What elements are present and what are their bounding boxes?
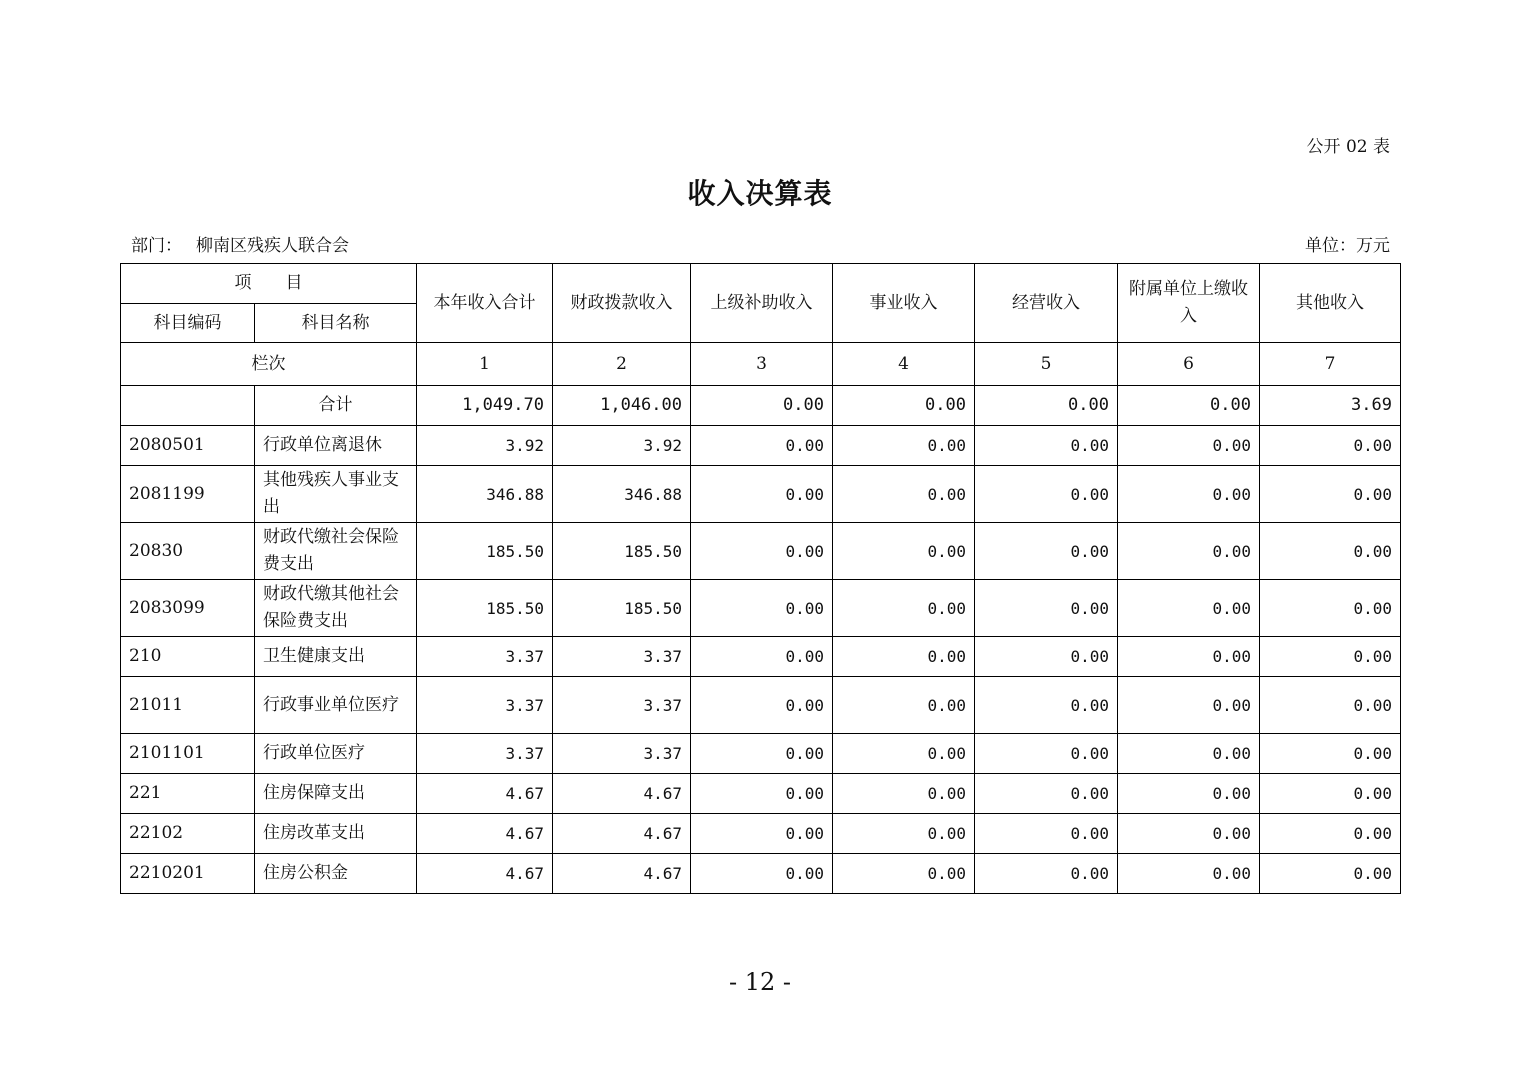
amount-cell: 4.67 <box>417 854 553 894</box>
total-value: 1,046.00 <box>553 386 691 426</box>
amount-cell: 4.67 <box>553 814 691 854</box>
table-row <box>121 677 1401 734</box>
table-row <box>121 814 1401 854</box>
column-index-number: 3 <box>691 343 833 386</box>
amount-cell: 0.00 <box>691 637 833 677</box>
amount-cell: 3.37 <box>553 637 691 677</box>
subject-code-cell: 2080501 <box>121 426 255 466</box>
subject-code-cell: 20830 <box>121 523 255 580</box>
amount-cell: 185.50 <box>417 523 553 580</box>
amount-cell: 0.00 <box>833 814 975 854</box>
amount-cell: 0.00 <box>691 774 833 814</box>
amount-cell: 4.67 <box>553 774 691 814</box>
amount-cell: 0.00 <box>975 854 1118 894</box>
amount-cell: 0.00 <box>1118 677 1260 734</box>
subject-name-cell: 住房公积金 <box>255 854 417 894</box>
total-value: 0.00 <box>1118 386 1260 426</box>
amount-cell: 0.00 <box>1260 466 1401 523</box>
column-index-label: 栏次 <box>121 343 417 386</box>
subject-name-cell: 行政单位离退休 <box>255 426 417 466</box>
amount-cell: 0.00 <box>975 774 1118 814</box>
subject-name-cell: 住房保障支出 <box>255 774 417 814</box>
table-row <box>121 774 1401 814</box>
amount-cell: 4.67 <box>417 814 553 854</box>
amount-cell: 0.00 <box>691 677 833 734</box>
department-name: 柳南区残疾人联合会 <box>196 236 349 256</box>
column-index-number: 6 <box>1118 343 1260 386</box>
form-code: 公开 02 表 <box>1306 137 1390 157</box>
table-row <box>121 854 1401 894</box>
amount-cell: 0.00 <box>1118 523 1260 580</box>
total-value: 0.00 <box>975 386 1118 426</box>
table-row <box>121 523 1401 580</box>
total-value: 0.00 <box>833 386 975 426</box>
amount-cell: 0.00 <box>833 677 975 734</box>
amount-cell: 0.00 <box>975 814 1118 854</box>
total-value: 1,049.70 <box>417 386 553 426</box>
total-row <box>121 386 1401 426</box>
item-header: 项 目 <box>121 264 417 304</box>
table-row <box>121 426 1401 466</box>
column-index-number: 4 <box>833 343 975 386</box>
income-final-account-table <box>120 263 1401 894</box>
table-row <box>121 466 1401 523</box>
amount-cell: 0.00 <box>1260 854 1401 894</box>
subject-code-cell: 22102 <box>121 814 255 854</box>
amount-cell: 0.00 <box>1260 677 1401 734</box>
amount-cell: 0.00 <box>1118 466 1260 523</box>
col-header-operating-income: 经营收入 <box>975 264 1118 343</box>
amount-cell: 0.00 <box>691 523 833 580</box>
amount-cell: 0.00 <box>975 426 1118 466</box>
column-index-number: 5 <box>975 343 1118 386</box>
column-index-number: 7 <box>1260 343 1401 386</box>
amount-cell: 3.37 <box>553 734 691 774</box>
table-row <box>121 734 1401 774</box>
subject-code-cell: 210 <box>121 637 255 677</box>
subject-code-cell: 2210201 <box>121 854 255 894</box>
amount-cell: 0.00 <box>691 426 833 466</box>
subject-code-header: 科目编码 <box>121 304 255 343</box>
amount-cell: 0.00 <box>1118 734 1260 774</box>
page-title: 收入决算表 <box>687 177 833 210</box>
department-line <box>131 231 349 256</box>
total-code-cell <box>121 386 255 426</box>
col-header-superior-subsidy: 上级补助收入 <box>691 264 833 343</box>
col-header-fiscal-appropriation: 财政拨款收入 <box>553 264 691 343</box>
total-value: 0.00 <box>691 386 833 426</box>
amount-cell: 0.00 <box>1118 637 1260 677</box>
department-label: 部门： <box>131 236 182 256</box>
col-header-affiliated-unit-income: 附属单位上缴收入 <box>1118 264 1260 343</box>
page-number: - 12 - <box>728 968 791 996</box>
amount-cell: 0.00 <box>975 637 1118 677</box>
unit-label: 单位：万元 <box>1305 236 1390 256</box>
amount-cell: 4.67 <box>553 854 691 894</box>
subject-name-cell: 财政代缴社会保险费支出 <box>255 523 417 580</box>
subject-code-cell: 2083099 <box>121 580 255 637</box>
column-index-number: 2 <box>553 343 691 386</box>
subject-name-cell: 其他残疾人事业支出 <box>255 466 417 523</box>
amount-cell: 185.50 <box>417 580 553 637</box>
subject-name-cell: 住房改革支出 <box>255 814 417 854</box>
amount-cell: 3.92 <box>553 426 691 466</box>
column-index-number: 1 <box>417 343 553 386</box>
amount-cell: 3.37 <box>417 637 553 677</box>
amount-cell: 0.00 <box>1260 523 1401 580</box>
subject-code-cell: 2081199 <box>121 466 255 523</box>
amount-cell: 346.88 <box>553 466 691 523</box>
amount-cell: 0.00 <box>1260 580 1401 637</box>
subject-name-cell: 卫生健康支出 <box>255 637 417 677</box>
amount-cell: 0.00 <box>1260 774 1401 814</box>
amount-cell: 0.00 <box>975 523 1118 580</box>
subject-name-header: 科目名称 <box>255 304 417 343</box>
amount-cell: 3.92 <box>417 426 553 466</box>
amount-cell: 0.00 <box>975 734 1118 774</box>
amount-cell: 0.00 <box>691 814 833 854</box>
amount-cell: 0.00 <box>1118 426 1260 466</box>
total-value: 3.69 <box>1260 386 1401 426</box>
amount-cell: 0.00 <box>975 677 1118 734</box>
amount-cell: 3.37 <box>417 677 553 734</box>
column-index-row <box>121 343 1401 386</box>
amount-cell: 0.00 <box>975 580 1118 637</box>
amount-cell: 0.00 <box>1118 580 1260 637</box>
amount-cell: 3.37 <box>417 734 553 774</box>
amount-cell: 185.50 <box>553 523 691 580</box>
amount-cell: 0.00 <box>833 637 975 677</box>
amount-cell: 0.00 <box>1118 814 1260 854</box>
subject-name-cell: 行政单位医疗 <box>255 734 417 774</box>
amount-cell: 0.00 <box>833 774 975 814</box>
amount-cell: 3.37 <box>553 677 691 734</box>
amount-cell: 185.50 <box>553 580 691 637</box>
amount-cell: 346.88 <box>417 466 553 523</box>
col-header-other-income: 其他收入 <box>1260 264 1401 343</box>
subject-name-cell: 财政代缴其他社会保险费支出 <box>255 580 417 637</box>
amount-cell: 0.00 <box>1260 426 1401 466</box>
amount-cell: 0.00 <box>1118 854 1260 894</box>
col-header-business-income: 事业收入 <box>833 264 975 343</box>
amount-cell: 0.00 <box>833 426 975 466</box>
amount-cell: 0.00 <box>833 580 975 637</box>
amount-cell: 0.00 <box>691 466 833 523</box>
amount-cell: 0.00 <box>1260 734 1401 774</box>
amount-cell: 0.00 <box>691 854 833 894</box>
amount-cell: 0.00 <box>691 580 833 637</box>
amount-cell: 0.00 <box>1118 774 1260 814</box>
amount-cell: 0.00 <box>975 466 1118 523</box>
subject-code-cell: 21011 <box>121 677 255 734</box>
col-header-total-income: 本年收入合计 <box>417 264 553 343</box>
amount-cell: 0.00 <box>833 854 975 894</box>
amount-cell: 4.67 <box>417 774 553 814</box>
amount-cell: 0.00 <box>691 734 833 774</box>
subject-name-cell: 行政事业单位医疗 <box>255 677 417 734</box>
total-label: 合计 <box>255 386 417 426</box>
amount-cell: 0.00 <box>1260 637 1401 677</box>
amount-cell: 0.00 <box>833 523 975 580</box>
table-row <box>121 580 1401 637</box>
table-row <box>121 637 1401 677</box>
amount-cell: 0.00 <box>833 466 975 523</box>
amount-cell: 0.00 <box>1260 814 1401 854</box>
subject-code-cell: 221 <box>121 774 255 814</box>
amount-cell: 0.00 <box>833 734 975 774</box>
subject-code-cell: 2101101 <box>121 734 255 774</box>
